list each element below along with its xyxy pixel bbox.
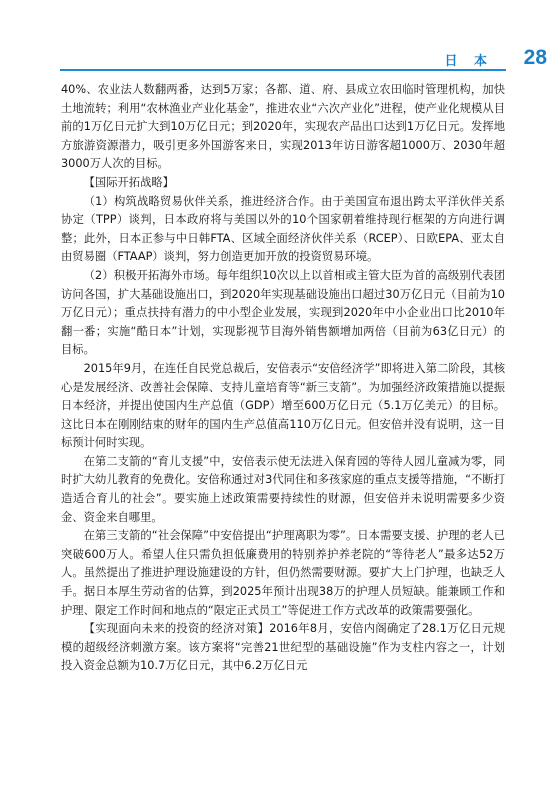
paragraph-overseas-market: （2）积极开拓海外市场。每年组织10次以上以首相或主管大臣为首的高级别代表团访问各国，扩大基础设施出口，到2020年实现基础设施出口超过30万亿日元（目前为10万亿日元）；重点扶持有潜力的中小型企业发展，实现到2020年中小企业出口比2010年翻一番；实施“酷日本”计划，实现影视节目海外销售额增加两倍（目前为63亿日元）的目标。: [61, 268, 505, 357]
body-text: [61, 81, 505, 676]
page-number: 28: [523, 46, 547, 69]
paragraph-stimulus-package: 【实现面向未来的投资的经济对策】2016年8月，安倍内阁确定了28.1万亿日元规模的超级经济刺激方案。该方案将“完善21世纪型的基础设施”作为支柱内容之一，计划投入资金总额为10.7万亿日元，其中6.2万亿日元: [61, 622, 505, 673]
paragraph-continuation: 40%、农业法人数翻两番，达到5万家；各都、道、府、县成立农田临时管理机构，加快土地流转；利用“农林渔业产业化基金”，推进农业“六次产业化”进程，使产业化规模从目前的1万亿日元扩大到10万亿日元；到2020年，实现农产品出口达到1万亿日元。发挥地方旅游资源潜力，吸引更多外国游客来日，实现2013年访日游客超1000万、2030年超3000万人次的目标。: [61, 83, 505, 171]
paragraph-trade-partnership: （1）构筑战略贸易伙伴关系，推进经济合作。由于美国宣布退出跨太平洋伙伴关系协定（TPP）谈判，日本政府将与美国以外的10个国家朝着维持现行框架的方向进行调整；此外，日本正参与中日韩FTA、区域全面经济伙伴关系（RCEP）、日欧EPA、亚太自由贸易圈（FTAAP）谈判，努力创造更加开放的投资贸易环境。: [61, 194, 505, 264]
paragraph-second-stage: 2015年9月，在连任自民党总裁后，安倍表示“安倍经济学”即将进入第二阶段，其核心是发展经济、改善社会保障、支持儿童培育等“新三支箭”。为加强经济政策措施以提振日本经济，并提出使国内生产总值（GDP）增至600万亿日元（5.1万亿美元）的目标。这比日本在刚刚结束的财年的国内生产总值高110万亿日元。但安倍并没有说明，这一目标预计何时实现。: [61, 361, 505, 450]
section-label: 日 本: [444, 54, 493, 69]
running-header: [0, 46, 559, 80]
header-rule: [60, 69, 506, 71]
paragraph-childcare-support: 在第二支箭的“育儿支援”中，安倍表示使无法进入保育园的等待人园儿童减为零，同时扩大幼儿教育的免费化。安倍称通过对3代同住和多孩家庭的重点支援等措施，“不断打造适合育儿的社会”。要实施上述政策需要持续性的财源，但安倍并未说明需要多少资金、资金来自哪里。: [61, 454, 505, 524]
section-heading-international-strategy: 【国际开拓战略】: [83, 175, 174, 189]
paragraph-social-security: 在第三支箭的“社会保障”中安倍提出“护理离职为零”。日本需要支援、护理的老人已突破600万人。希望人住只需负担低廉费用的特别养护养老院的“等待老人”最多达52万人。虽然提出了推进护理设施建设的方针，但仍然需要财源。要扩大上门护理，也缺乏人手。据日本厚生劳动省的估算，到2025年预计出现38万的护理人员短缺。能兼顾工作和护理、限定工作时间和地点的“限定正式员工”等促进工作方式改革的政策需要强化。: [61, 529, 505, 617]
